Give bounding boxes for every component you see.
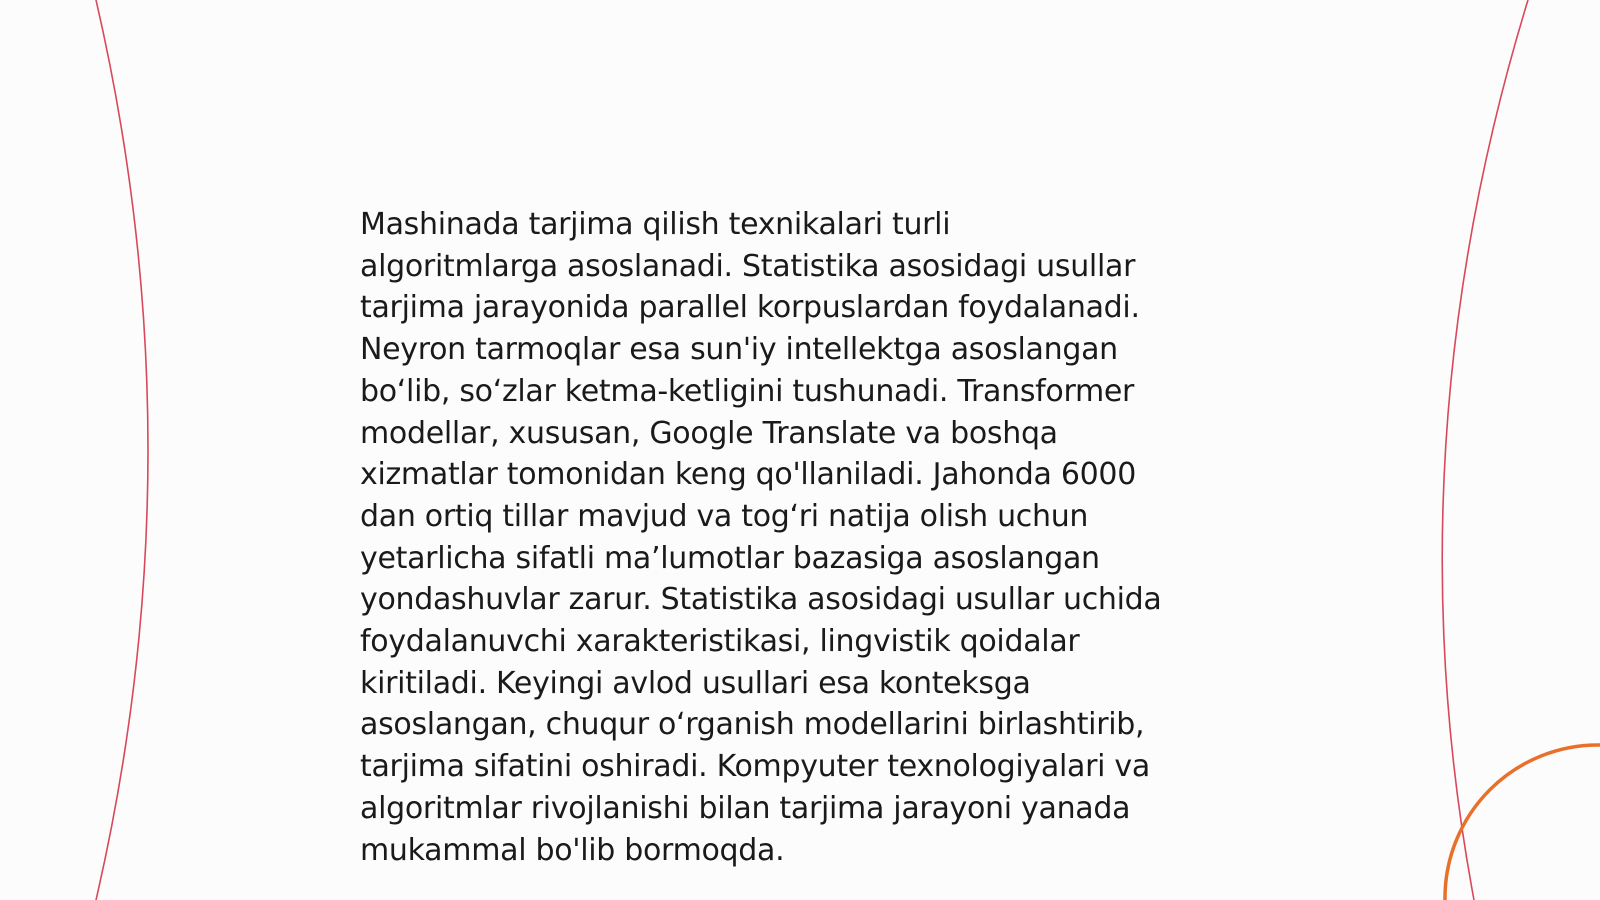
left-arc [96, 0, 148, 900]
text-line: Mashinada tarjima qilish texnikalari turli [360, 207, 951, 242]
text-line: modellar, xususan, Google Translate va boshqa [360, 415, 1058, 451]
text-line: tarjima sifatini oshiradi. Kompyuter texnologiyalari va [360, 749, 1150, 785]
body-paragraph [360, 204, 1260, 871]
text-line: algoritmlarga asoslanadi. Statistika asosidagi usullar [360, 248, 1136, 284]
text-line: Neyron tarmoqlar esa sun'iy intellektga asoslangan [360, 332, 1118, 368]
right-arc [1442, 0, 1528, 900]
text-line: algoritmlar rivojlanishi bilan tarjima jarayoni yanada [360, 790, 1131, 826]
text-line: yondashuvlar zarur. Statistika asosidagi usullar uchida [360, 582, 1162, 618]
text-line: dan ortiq tillar mavjud va tog‘ri natija olish uchun [360, 498, 1089, 534]
text-line: bo‘lib, so‘zlar ketma-ketligini tushunadi. Transformer [360, 373, 1135, 409]
text-line: xizmatlar tomonidan keng qo'llaniladi. Jahonda 6000 [360, 457, 1137, 493]
text-line: kiritiladi. Keyingi avlod usullari esa konteksga [360, 665, 1031, 701]
orange-circle [1445, 745, 1600, 900]
text-line: tarjima jarayonida parallel korpuslardan foydalanadi. [360, 290, 1140, 326]
text-line: yetarlicha sifatli ma’lumotlar bazasiga asoslangan [360, 540, 1100, 576]
text-line: asoslangan, chuqur o‘rganish modellarini birlashtirib, [360, 707, 1145, 743]
text-line: foydalanuvchi xarakteristikasi, lingvistik qoidalar [360, 624, 1080, 660]
text-line: mukammal bo'lib bormoqda. [360, 832, 785, 868]
